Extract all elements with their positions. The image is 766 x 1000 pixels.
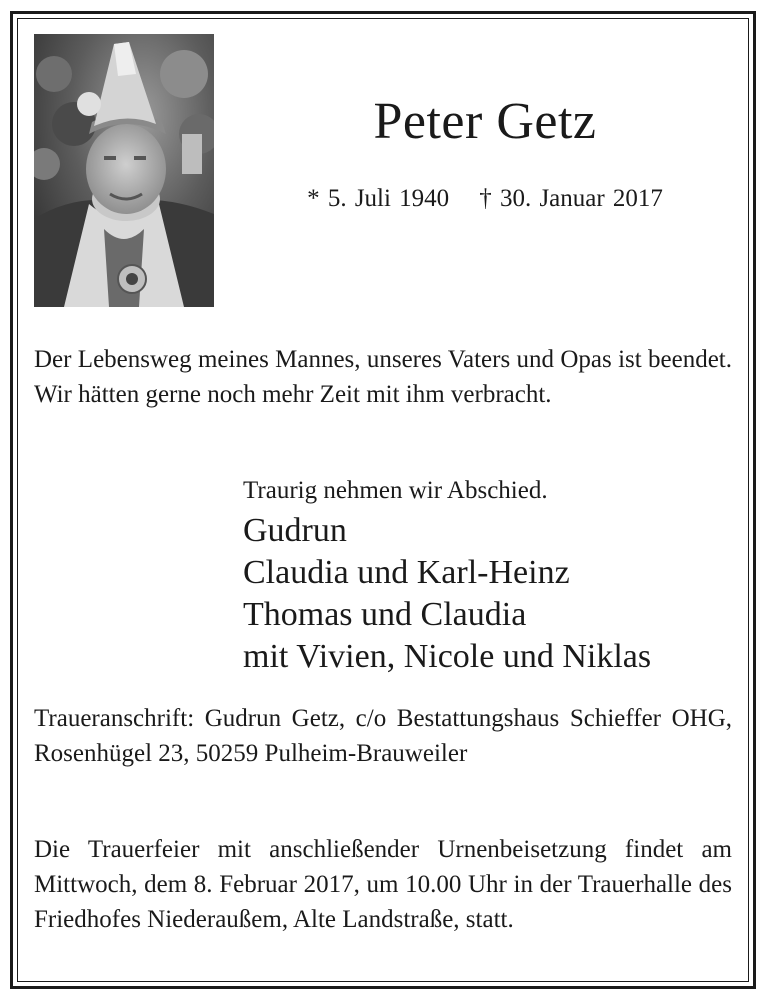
ceremony-info: Die Trauerfeier mit anschließender Urnenbeisetzung findet am Mittwoch, dem 8. Februar 2017, um 10.00 Uhr in der Trauerhalle des Friedhofes Niederaußem, Alte Landstraße, statt.: [34, 836, 732, 933]
life-dates: [230, 183, 740, 215]
deceased-name: Peter Getz: [373, 93, 597, 150]
family-member: Claudia und Karl-Heinz: [243, 554, 570, 591]
memorial-text: Der Lebensweg meines Mannes, unseres Vaters und Opas ist beendet. Wir hätten gerne noch mehr Zeit mit ihm verbracht.: [34, 346, 732, 408]
mourning-address: Traueranschrift: Gudrun Getz, c/o Bestattungshaus Schieffer OHG, Rosenhügel 23, 50259 Pulheim-Brauweiler: [34, 705, 732, 767]
family-signoff: [243, 474, 743, 678]
family-member: Thomas und Claudia: [243, 596, 527, 633]
portrait-photo: [34, 34, 214, 307]
family-member: mit Vivien, Nicole und Niklas: [243, 638, 652, 675]
birth-date: * 5. Juli 1940: [307, 185, 450, 212]
farewell-line: Traurig nehmen wir Abschied.: [243, 477, 548, 504]
death-date: † 30. Januar 2017: [479, 185, 663, 212]
family-member: Gudrun: [243, 512, 347, 549]
